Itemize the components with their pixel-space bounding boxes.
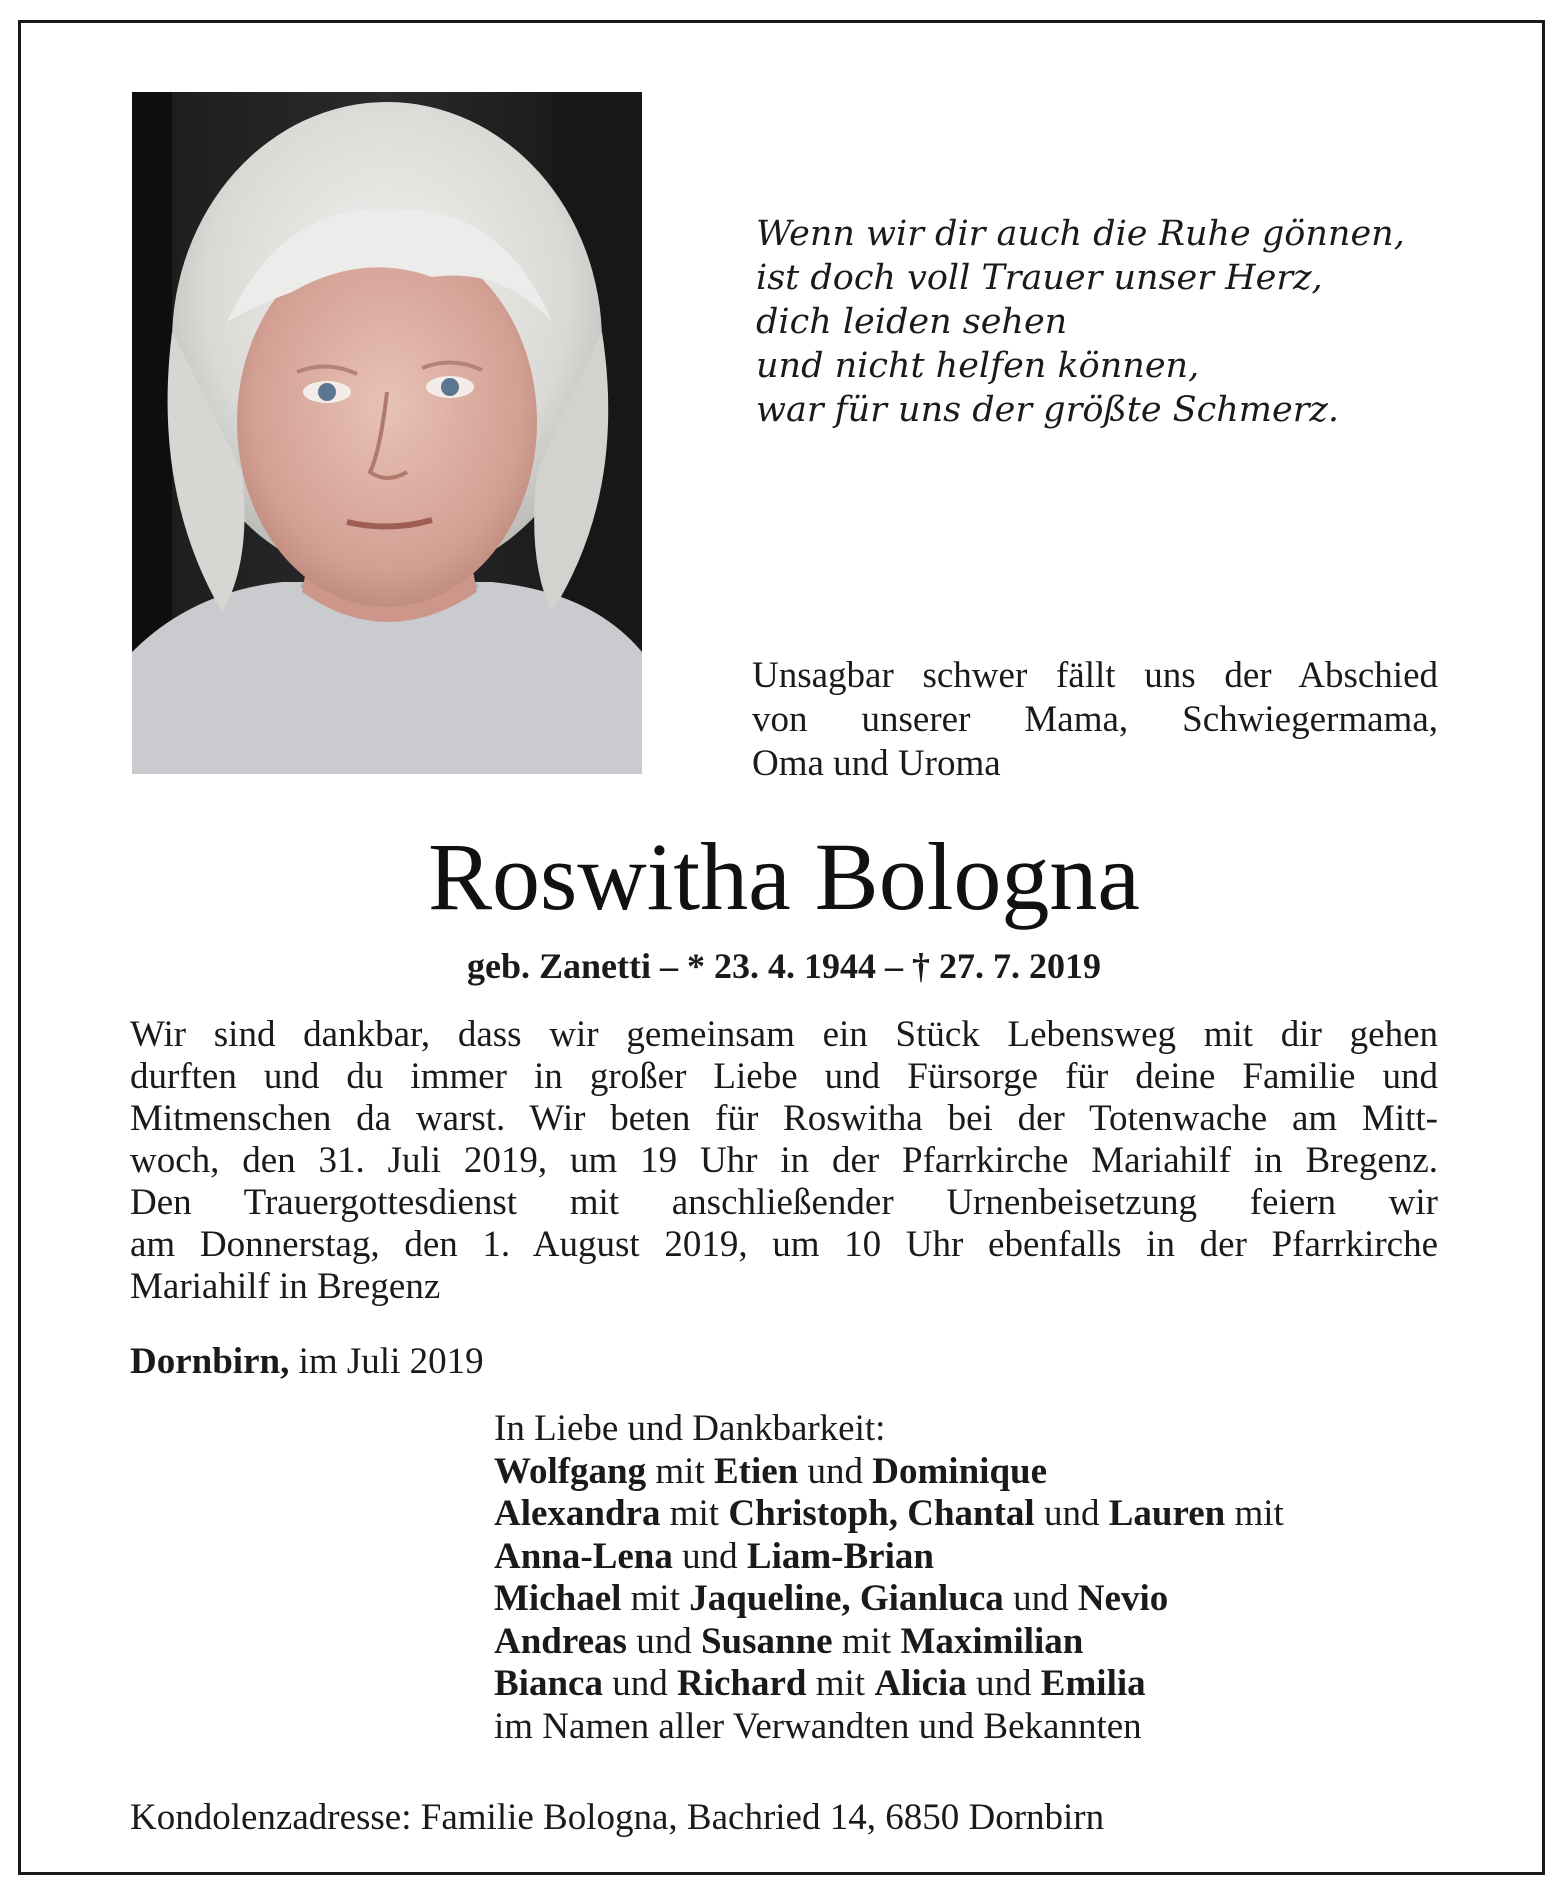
poem-line: ist doch voll Trauer unser Herz, [756, 258, 1323, 298]
family-connector: und [612, 1663, 668, 1704]
family-name: Lauren [1108, 1493, 1226, 1534]
farewell-intro [752, 654, 1438, 786]
family-heading: In Liebe und Dankbarkeit: [494, 1408, 886, 1449]
poem-line: und nicht helfen können, [756, 346, 1200, 386]
family-line [494, 1451, 1454, 1494]
condolence-address: Kondolenzadresse: Familie Bologna, Bachried 14, 6850 Dornbirn [130, 1797, 1105, 1838]
family-name: Nevio [1077, 1578, 1169, 1619]
intro-line: Oma und Uroma [752, 743, 1001, 784]
body-line: Den Trauergottesdienst mit anschließender Urnenbeisetzung feiern wir [130, 1182, 1438, 1223]
family-name: Christoph, Chantal [728, 1493, 1035, 1534]
family-connector: mit [655, 1450, 705, 1492]
deceased-name: Roswitha Bologna [428, 823, 1140, 930]
deceased-dates: geb. Zanetti – * 23. 4. 1944 – † 27. 7. 2019 [467, 946, 1101, 986]
family-name: Susanne [700, 1620, 833, 1662]
family-connector: mit [1234, 1493, 1284, 1534]
family-line [494, 1621, 1454, 1664]
memorial-poem [756, 212, 1405, 432]
family-name: Emilia [1040, 1663, 1146, 1704]
family-connector: und [1013, 1578, 1069, 1619]
family-name: Andreas [494, 1620, 627, 1662]
family-line [494, 1536, 1454, 1579]
family-connector: mit [630, 1578, 680, 1619]
family-connector: und [636, 1620, 692, 1662]
poem-line: war für uns der größte Schmerz. [756, 390, 1339, 430]
family-name: Jaqueline, Gianluca [689, 1578, 1004, 1619]
family-name: Alicia [874, 1663, 967, 1704]
family-footer: im Namen aller Verwandten und Bekannten [494, 1705, 1142, 1747]
body-line: durften und du immer in großer Liebe und Fürsorge für deine Familie und [130, 1056, 1438, 1097]
family-line [494, 1663, 1454, 1706]
family-connector: mit [815, 1663, 866, 1704]
family-name: Michael [494, 1578, 622, 1619]
family-name: Alexandra [494, 1493, 661, 1534]
family-list [494, 1408, 1454, 1748]
body-line: woch, den 31. Juli 2019, um 19 Uhr in der Pfarrkirche Mariahilf in Bregenz. [130, 1140, 1438, 1181]
family-connector: und [1043, 1493, 1100, 1534]
family-name: Anna-Lena [494, 1535, 673, 1577]
family-name: Wolfgang [494, 1450, 647, 1492]
family-name: Richard [676, 1663, 807, 1704]
family-connector: und [807, 1450, 864, 1492]
body-line: Wir sind dankbar, dass wir gemeinsam ein Stück Lebensweg mit dir gehen [130, 1014, 1438, 1055]
place-city: Dornbirn, [130, 1341, 290, 1382]
family-name: Liam-Brian [746, 1535, 934, 1577]
family-connector: mit [669, 1493, 720, 1534]
body-line: Mitmenschen da warst. Wir beten für Roswitha bei der Totenwache am Mitt- [130, 1098, 1438, 1139]
family-connector: und [976, 1663, 1032, 1704]
portrait-photo [132, 92, 642, 774]
body-line: am Donnerstag, den 1. August 2019, um 10 Uhr ebenfalls in der Pfarrkirche [130, 1224, 1438, 1265]
place-date-text: im Juli 2019 [298, 1341, 484, 1382]
poem-line: Wenn wir dir auch die Ruhe gönnen, [756, 214, 1405, 254]
family-name: Maximilian [900, 1620, 1084, 1662]
family-connector: mit [841, 1620, 892, 1662]
family-name: Bianca [494, 1663, 603, 1704]
intro-line: Unsagbar schwer fällt uns der Abschied [752, 655, 1438, 696]
family-line [494, 1578, 1454, 1621]
family-name: Dominique [872, 1450, 1048, 1492]
family-name: Etien [713, 1450, 799, 1492]
family-line [494, 1493, 1454, 1536]
body-line: Mariahilf in Bregenz [130, 1266, 441, 1307]
family-connector: und [682, 1535, 738, 1577]
intro-line: von unserer Mama, Schwiegermama, [752, 699, 1438, 740]
poem-line: dich leiden sehen [756, 302, 1068, 342]
portrait-photo-icon [132, 92, 642, 774]
place-date [130, 1340, 484, 1384]
obituary-body [130, 1014, 1438, 1308]
